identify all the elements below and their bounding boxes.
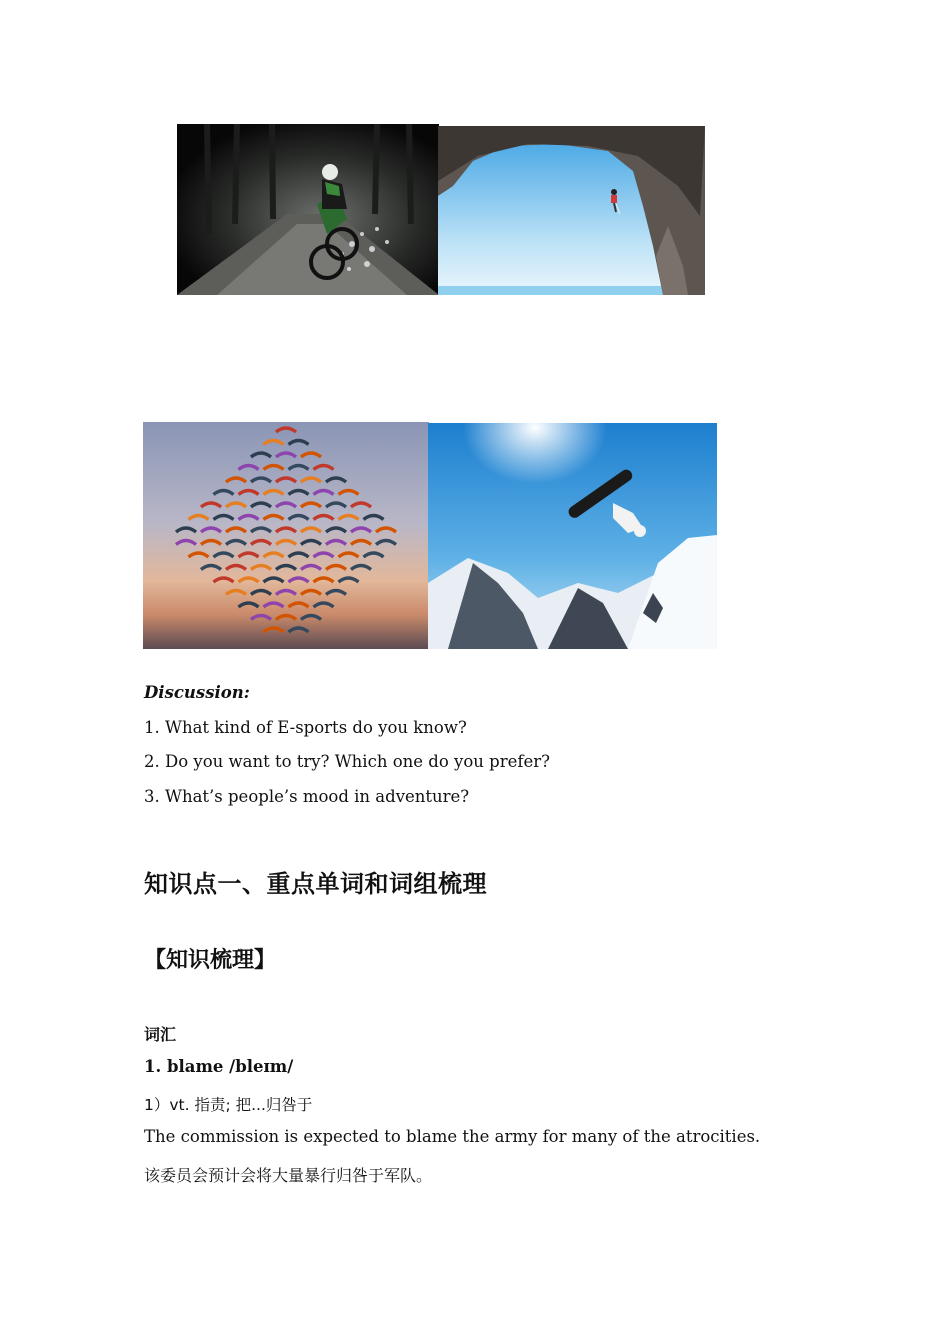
discussion-label: Discussion: [144, 683, 250, 702]
vocab-heading: 词汇 [144, 1025, 177, 1044]
subsection-title: 【知识梳理】 [144, 948, 277, 973]
vocab-sense: 1）vt. 指责; 把...归咎于 [144, 1096, 313, 1114]
discussion-question-1: 1. What kind of E-sports do you know? [144, 718, 467, 737]
section-title: 知识点一、重点单词和词组梳理 [144, 870, 487, 898]
paragliding-formation-photo [143, 422, 429, 649]
example-sentence: The commission is expected to blame the army for many of the atrocities. [144, 1127, 761, 1146]
vocab-headword: 1. blame /bleɪm/ [144, 1057, 294, 1076]
rock-climbing-photo [438, 126, 705, 295]
mountain-bike-photo [177, 124, 439, 295]
discussion-question-2: 2. Do you want to try? Which one do you prefer? [144, 752, 550, 771]
example-translation: 该委员会预计会将大量暴行归咎于军队。 [144, 1166, 433, 1185]
discussion-question-3: 3. What’s people’s mood in adventure? [144, 787, 470, 806]
snowboarding-photo [428, 423, 717, 649]
